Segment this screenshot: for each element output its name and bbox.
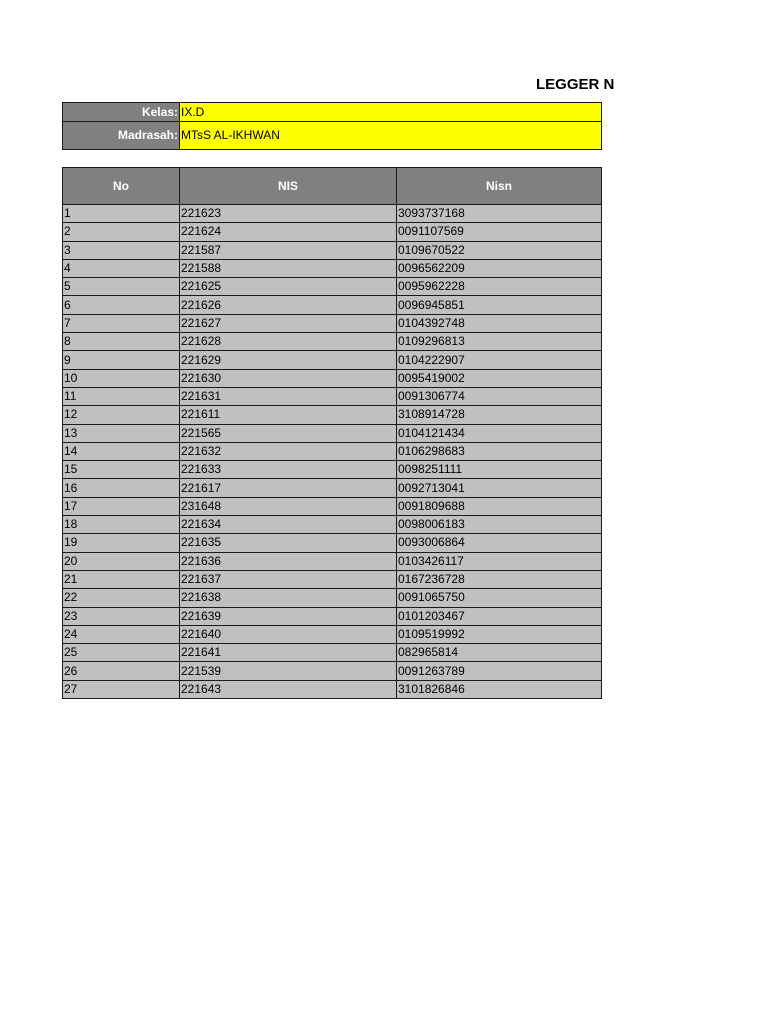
madrasah-value[interactable]: MTsS AL-IKHWAN [180,122,602,150]
table-row [63,552,602,570]
cell-nisn[interactable]: 0095962228 [397,278,602,296]
cell-nisn[interactable]: 0091306774 [397,387,602,405]
cell-nisn[interactable]: 0092713041 [397,479,602,497]
cell-nisn[interactable]: 0104392748 [397,314,602,332]
table-row [63,351,602,369]
cell-nis[interactable]: 221637 [180,570,397,588]
info-table [62,102,602,150]
cell-nis[interactable]: 221611 [180,406,397,424]
cell-no[interactable]: 22 [63,589,180,607]
table-row [63,644,602,662]
table-row [63,461,602,479]
cell-nisn[interactable]: 0091107569 [397,223,602,241]
table-row [63,607,602,625]
table-row [63,534,602,552]
cell-nis[interactable]: 221633 [180,461,397,479]
kelas-label: Kelas: [63,103,180,122]
cell-no[interactable]: 19 [63,534,180,552]
cell-no[interactable]: 12 [63,406,180,424]
cell-nisn[interactable]: 0098006183 [397,516,602,534]
cell-nisn[interactable]: 0104121434 [397,424,602,442]
header-nis[interactable]: NIS [180,168,397,205]
table-row [63,259,602,277]
cell-no[interactable]: 26 [63,662,180,680]
cell-no[interactable]: 7 [63,314,180,332]
cell-nisn[interactable]: 082965814 [397,644,602,662]
cell-nis[interactable]: 221587 [180,241,397,259]
cell-no[interactable]: 27 [63,680,180,698]
cell-nis[interactable]: 221539 [180,662,397,680]
header-nisn[interactable]: Nisn [397,168,602,205]
table-row [63,296,602,314]
cell-nisn[interactable]: 0109296813 [397,333,602,351]
cell-no[interactable]: 25 [63,644,180,662]
cell-no[interactable]: 24 [63,625,180,643]
cell-nisn[interactable]: 0096562209 [397,259,602,277]
cell-no[interactable]: 8 [63,333,180,351]
cell-no[interactable]: 17 [63,497,180,515]
table-row [63,516,602,534]
cell-nis[interactable]: 221640 [180,625,397,643]
cell-nisn[interactable]: 0093006864 [397,534,602,552]
cell-nis[interactable]: 221630 [180,369,397,387]
cell-nis[interactable]: 221617 [180,479,397,497]
cell-no[interactable]: 15 [63,461,180,479]
table-row [63,387,602,405]
cell-nis[interactable]: 221634 [180,516,397,534]
cell-no[interactable]: 11 [63,387,180,405]
cell-no[interactable]: 6 [63,296,180,314]
table-body [63,205,602,699]
cell-no[interactable]: 2 [63,223,180,241]
cell-nisn[interactable]: 0167236728 [397,570,602,588]
cell-no[interactable]: 4 [63,259,180,277]
page-title: LEGGER N [536,76,615,93]
table-row [63,424,602,442]
table-row [63,205,602,223]
cell-no[interactable]: 20 [63,552,180,570]
table-row [63,662,602,680]
cell-nis[interactable]: 221628 [180,333,397,351]
table-row [63,680,602,698]
cell-nisn[interactable]: 3108914728 [397,406,602,424]
cell-nisn[interactable]: 0091263789 [397,662,602,680]
cell-nisn[interactable]: 0096945851 [397,296,602,314]
cell-nisn[interactable]: 0103426117 [397,552,602,570]
cell-nis[interactable]: 221632 [180,442,397,460]
cell-nisn[interactable]: 0091809688 [397,497,602,515]
cell-nisn[interactable]: 0106298683 [397,442,602,460]
cell-nis[interactable]: 221625 [180,278,397,296]
table-row [63,369,602,387]
cell-nis[interactable]: 221629 [180,351,397,369]
cell-nis[interactable]: 221624 [180,223,397,241]
cell-nisn[interactable]: 0109519992 [397,625,602,643]
cell-no[interactable]: 5 [63,278,180,296]
cell-nisn[interactable]: 3101826846 [397,680,602,698]
header-no[interactable]: No [63,168,180,205]
cell-no[interactable]: 23 [63,607,180,625]
table-row [63,589,602,607]
cell-nisn[interactable]: 0091065750 [397,589,602,607]
table-row [63,333,602,351]
cell-nis[interactable]: 221627 [180,314,397,332]
table-header-row [63,168,602,205]
table-row [63,497,602,515]
cell-nisn[interactable]: 0095419002 [397,369,602,387]
cell-nisn[interactable]: 0109670522 [397,241,602,259]
kelas-row [63,103,602,122]
table-row [63,625,602,643]
cell-nis[interactable]: 221639 [180,607,397,625]
cell-nis[interactable]: 221643 [180,680,397,698]
table-row [63,442,602,460]
cell-no[interactable]: 14 [63,442,180,460]
kelas-value[interactable]: IX.D [180,103,602,122]
cell-nis[interactable]: 221631 [180,387,397,405]
madrasah-label: Madrasah: [63,122,180,150]
cell-no[interactable]: 10 [63,369,180,387]
cell-nisn[interactable]: 0104222907 [397,351,602,369]
student-table [62,167,602,699]
table-row [63,314,602,332]
cell-nis[interactable]: 221588 [180,259,397,277]
cell-nisn[interactable]: 3093737168 [397,205,602,223]
cell-nis[interactable]: 221623 [180,205,397,223]
madrasah-row [63,122,602,150]
table-row [63,570,602,588]
cell-nisn[interactable]: 0098251111 [397,461,602,479]
table-row [63,479,602,497]
cell-no[interactable]: 13 [63,424,180,442]
cell-nis[interactable]: 221635 [180,534,397,552]
cell-no[interactable]: 16 [63,479,180,497]
cell-nisn[interactable]: 0101203467 [397,607,602,625]
cell-no[interactable]: 21 [63,570,180,588]
table-row [63,223,602,241]
title-clip [62,74,615,96]
cell-nis[interactable]: 221565 [180,424,397,442]
table-row [63,278,602,296]
cell-no[interactable]: 1 [63,205,180,223]
cell-nis[interactable]: 231648 [180,497,397,515]
cell-no[interactable]: 9 [63,351,180,369]
cell-nis[interactable]: 221638 [180,589,397,607]
cell-no[interactable]: 18 [63,516,180,534]
cell-nis[interactable]: 221626 [180,296,397,314]
cell-nis[interactable]: 221641 [180,644,397,662]
table-row [63,406,602,424]
cell-no[interactable]: 3 [63,241,180,259]
table-row [63,241,602,259]
cell-nis[interactable]: 221636 [180,552,397,570]
